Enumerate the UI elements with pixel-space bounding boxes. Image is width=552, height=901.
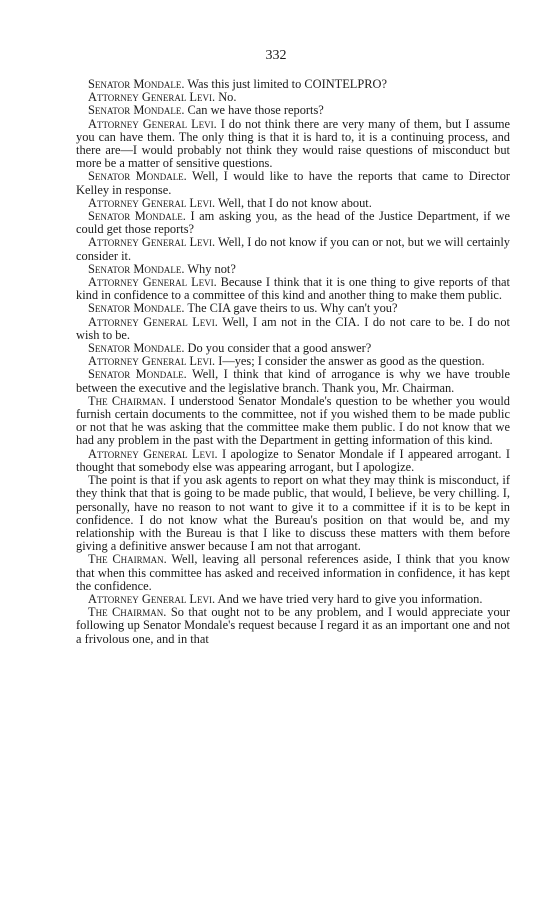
speech-text: Well, that I do not know about. [217, 195, 372, 210]
speaker-name: Senator Mondale. [88, 77, 185, 91]
speech-text: I—yes; I consider the answer as good as the question. [218, 354, 485, 369]
speech-text: Well, I do not know if you can or not, but we will certainly consider it. [76, 235, 510, 263]
speaker-name: The Chairman. [88, 605, 167, 620]
speaker-name: Senator Mondale. [88, 169, 187, 184]
speaker-name: Attorney General Levi. [88, 195, 216, 210]
speech-text: The point is that if you ask agents to report on what they may think is misconduct, if they think that that is going to be made public, that would, I believe, be very chilling. I, personally, have no reason to not want to give it to a committee if it is to be kept in confidence. I do not know what the Bureau's position on that would be, and my relationship with the Bureau is that I like to discuss these matters with them before giving a definitive answer because I am not that arrogant. [76, 473, 510, 554]
speech-text: Well, I would like to have the reports that came to Director Kelley in response. [76, 169, 511, 197]
speech-text: The CIA gave theirs to us. Why can't you? [187, 301, 398, 316]
speaker-name: Senator Mondale. [88, 261, 185, 276]
speech-text: I understood Senator Mondale's question to be whether you would furnish certain documents to the committee, not if you wished them to be made public or not that he was asking that the committee make them public. I do not know that we had any problem in the past with the Department in getting information of this kind. [76, 393, 510, 448]
transcript-paragraph [76, 368, 510, 394]
transcript-paragraph [76, 606, 510, 646]
speech-text: And we have tried very hard to give you information. [217, 591, 483, 606]
speech-text: Why not? [187, 261, 236, 276]
speaker-name: Attorney General Levi. [88, 446, 218, 461]
speech-text: Well, leaving all personal references aside, I think that you know that when this committee has asked and received information in confidence, it has kept the confidence. [76, 552, 511, 593]
transcript-paragraph [76, 170, 510, 196]
transcript-paragraph [76, 118, 510, 171]
speaker-name: Attorney General Levi. [88, 275, 217, 290]
transcript-paragraph [76, 448, 510, 474]
transcript-paragraph [76, 316, 510, 342]
speaker-name: The Chairman. [88, 552, 167, 567]
speech-text: Can we have those reports? [187, 103, 324, 118]
transcript-paragraph [76, 553, 510, 593]
speaker-name: Senator Mondale. [88, 341, 185, 356]
transcript-paragraph [76, 395, 510, 448]
transcript-paragraph [76, 236, 510, 262]
transcript-paragraph [76, 276, 510, 302]
speaker-name: Senator Mondale. [88, 367, 187, 382]
speech-text: Well, I think that kind of arrogance is why we have trouble between the executive and the legislative branch. Thank you, Mr. Chairman. [76, 367, 510, 395]
speech-text: Because I think that it is one thing to give reports of that kind in confidence to a committee of this kind and another thing to make them public. [76, 275, 510, 303]
speaker-name: Attorney General Levi. [88, 314, 218, 329]
speech-text: Do you consider that a good answer? [187, 341, 372, 356]
speaker-name: The Chairman. [88, 393, 167, 408]
speaker-name: Attorney General Levi. [88, 354, 216, 369]
transcript-paragraph [76, 210, 510, 236]
speaker-name: Senator Mondale. [88, 301, 185, 316]
speech-text: I am asking you, as the head of the Justice Department, if we could get those reports? [76, 209, 510, 237]
speaker-name: Attorney General Levi. [88, 591, 216, 606]
speaker-name: Senator Mondale. [88, 103, 185, 118]
transcript-paragraph [76, 474, 510, 553]
speech-text: Well, I am not in the CIA. I do not care to be. I do not wish to be. [76, 314, 510, 342]
speech-text: I do not think there are very many of them, but I assume you can have them. The only thing is that it is hard to, it is a continuing process, and there are—I would probably not think they would raise questions of misconduct but more be a matter of sensitive questions. [76, 116, 510, 171]
speech-text: So that ought not to be any problem, and I would appreciate your following up Senator Mondale's request because I regard it as an important one and not a frivolous one, and in that [76, 605, 510, 646]
speech-text: Was this just limited to COINTELPRO? [187, 77, 387, 91]
speaker-name: Attorney General Levi. [88, 116, 217, 131]
page-number: 332 [265, 48, 287, 63]
speech-text: I apologize to Senator Mondale if I appeared arrogant. I thought that somebody else was appearing arrogant, but I apologize. [76, 446, 510, 474]
transcript-body [76, 78, 510, 646]
speaker-name: Attorney General Levi. [88, 90, 216, 105]
speaker-name: Attorney General Levi. [88, 235, 216, 250]
speaker-name: Senator Mondale. [88, 209, 186, 224]
speech-text: No. [218, 90, 237, 105]
